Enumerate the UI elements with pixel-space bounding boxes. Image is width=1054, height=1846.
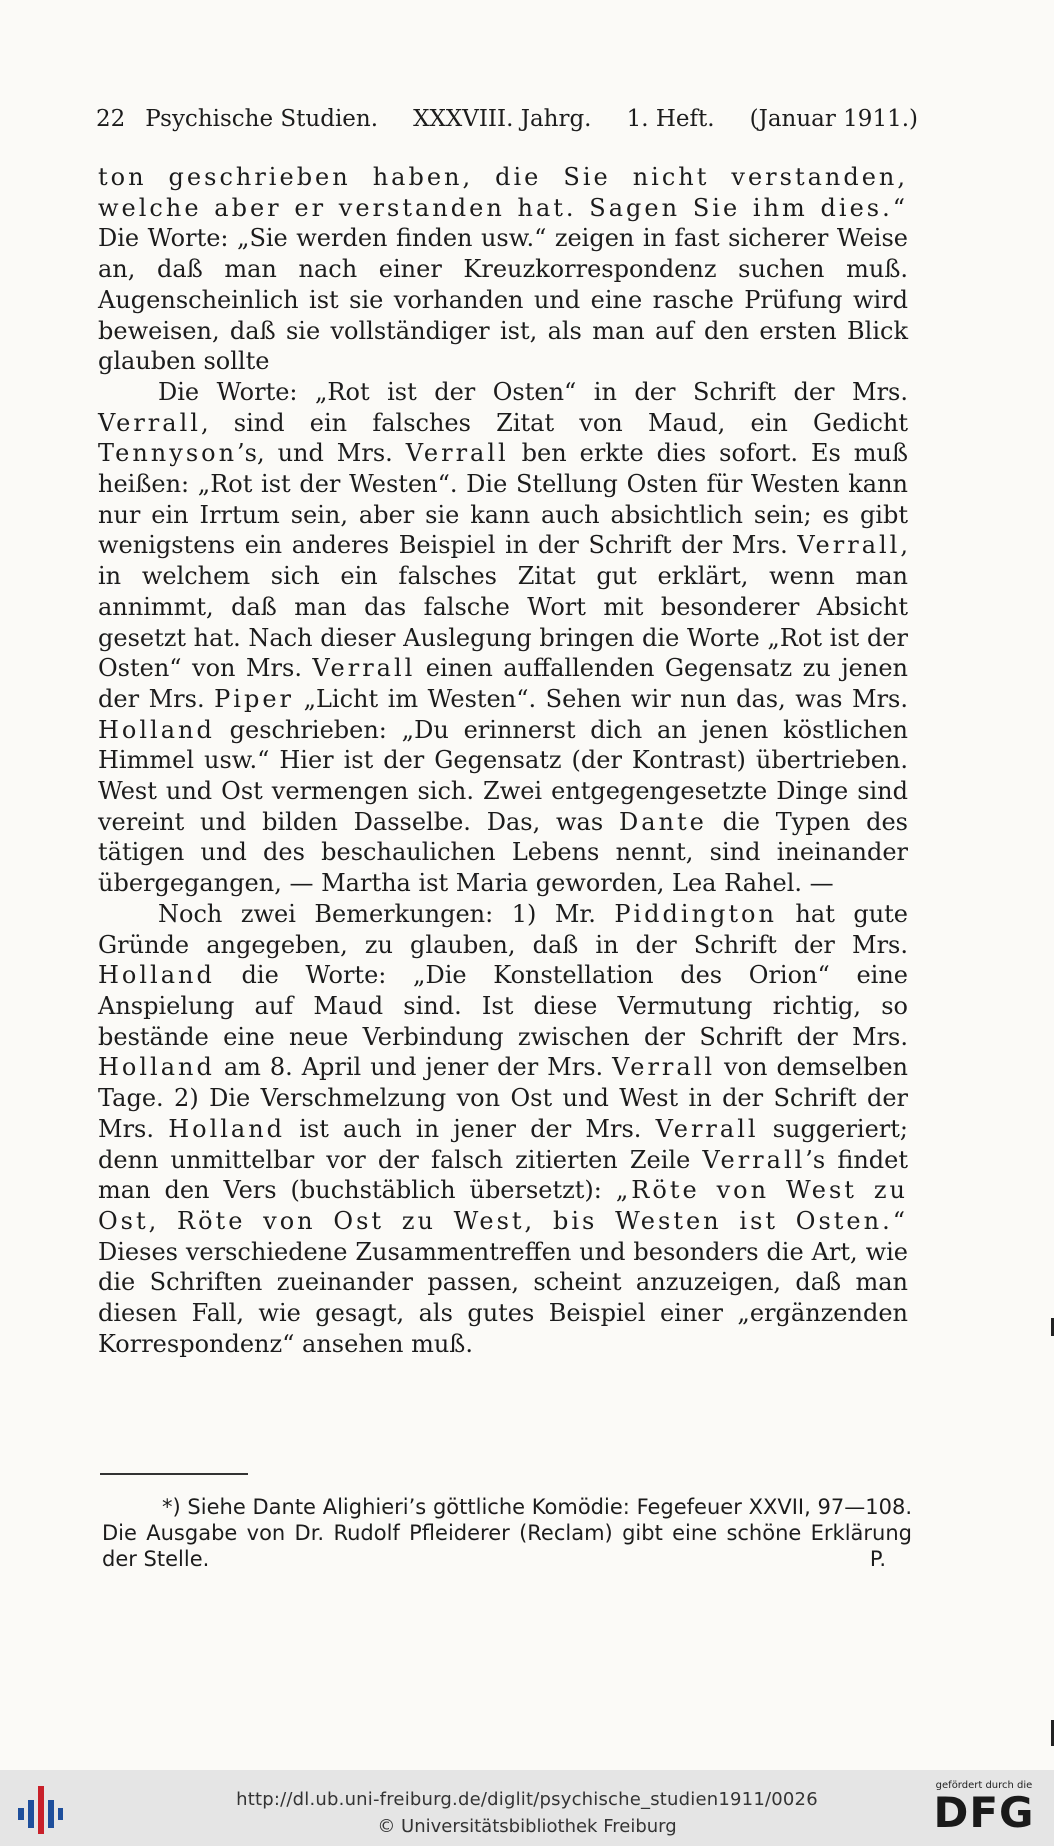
body-text [98,162,908,1359]
copyright-notice: © Universitätsbibliothek Freiburg [377,1816,677,1837]
text-run: „Licht im Westen“. Sehen wir nun das, was Mrs. [294,684,909,713]
text-run: die Typen des tätigen und des beschaulichen Lebens nennt, sind ineinander übergegangen, — Martha ist Maria geworden, Lea Rahel. — [98,807,908,898]
spaced-text: Verrall [98,408,201,437]
paragraph [98,377,908,899]
spaced-text: Holland [98,961,215,990]
text-run: Noch zwei Bemerkungen: 1) Mr. [158,899,615,928]
spaced-text: ton geschrieben haben, die Sie nicht verstanden, welche aber er verstanden hat. Sagen Sie ihm dies.“ [98,163,908,222]
text-run: , in welchem sich ein falsches Zitat gut erklärt, wenn man annimmt, daß man das falsche Wort mit besonderer Absicht gesetzt hat. Nach dieser Auslegung bringen die Worte „Rot ist der Osten“ von Mrs. [98,531,908,683]
spaced-text: „Röte von West zu Ost, Röte von Ost zu West, bis Westen ist Osten.“ [98,1176,908,1235]
text-run: Die Worte: „Sie werden finden usw.“ zeigen in fast sicherer Weise an, daß man nach einer Kreuzkorrespondenz suchen muß. Augenscheinlich ist sie vorhanden und eine rasche Prüfung wird beweisen, daß sie vollständiger ist, als man auf den ersten Blick glauben sollte [98,224,908,376]
volume-label: XXXVIII. Jahrg. [413,106,592,132]
spaced-text: Piddington [614,899,777,928]
page-number: 22 [96,106,126,132]
text-run: die Worte: „Die Konstellation des Orion“ eine Anspielung auf Maud sind. Ist diese Vermutung richtig, so bestände eine neue Verbindung zwischen der Schrift der Mrs. [98,961,908,1051]
dfg-wordmark: DFG [933,1788,1035,1837]
text-run: geschrieben: „Du erinnerst dich an jenen köstlichen Himmel usw.“ Hier ist der Gegensatz (der Kontrast) übertrieben. West und Ost vermengen sich. Zwei entgegengesetzte Dinge sind vereint und bilden Dasselbe. Das, was [98,715,908,836]
issue-label: 1. Heft. [626,106,715,132]
text-run: ben erkte dies sofort. Es muß heißen: „Rot ist der Westen“. Die Stellung Osten für Westen kann nur ein Irrtum sein, aber sie kann auch absichtlich sein; es gibt wenigstens ein anderes Beispiel in der Schrift der Mrs. [98,439,908,560]
text-run: ’s findet man den Vers (buchstäblich übersetzt): [98,1145,908,1205]
text-run: Dieses verschiedene Zusammentreffen und besonders die Art, wie die Schriften zueinander passen, scheint anzuzeigen, daß man diesen Fall, wie gesagt, als gutes Beispiel einer „ergänzenden Korrespondenz“ ansehen muß. [98,1237,908,1358]
spaced-text: Verrall [797,531,901,560]
text-run: , sind ein falsches Zitat von Maud, ein Gedicht [200,408,908,437]
spaced-text: Holland [98,1053,215,1082]
spaced-text: Verrall [405,439,509,468]
spaced-text: Verrall [612,1053,716,1082]
dfg-logo [928,1780,1040,1840]
spaced-text: Verrall [312,654,416,683]
spaced-text: Piper [214,684,295,713]
spaced-text: Dante [619,807,707,836]
journal-title: Psychische Studien. [145,106,379,132]
text-run: ’s, und Mrs. [237,439,406,468]
paragraph [98,899,908,1360]
text-run: suggeriert; denn unmittelbar vor der falsch zitierten Zeile [98,1114,908,1174]
footnote-text: *) Siehe Dante Alighieri’s göttliche Komödie: Fegefeuer XXVII, 97—108. Die Ausgabe von Dr. Rudolf Pfleiderer (Reclam) gibt eine schöne Erklärung der Stelle. [102,1495,912,1571]
text-run: einen auffallenden Gegensatz zu jenen der Mrs. [98,654,908,713]
text-run: hat gute Gründe angegeben, zu glauben, daß in der Schrift der Mrs. [98,899,908,959]
spaced-text: Holland [98,715,215,744]
text-run: ist auch in jener der Mrs. [285,1114,656,1143]
spaced-text: Verrall [702,1145,806,1174]
dfg-caption: gefördert durch die [935,1780,1033,1791]
spaced-text: Holland [168,1114,286,1143]
paragraph [98,162,908,377]
footnote [102,1494,912,1572]
viewer-footer [0,1770,1054,1846]
footnote-rule [100,1473,248,1475]
permalink-url[interactable]: http://dl.ub.uni-freiburg.de/diglit/psychische_studien1911/0026 [236,1789,818,1810]
issue-date: (Januar 1911.) [749,106,918,132]
spaced-text: Verrall [655,1114,759,1143]
text-run: Die Worte: „Rot ist der Osten“ in der Schrift der Mrs. [158,377,908,406]
running-header [96,104,918,134]
footnote-signature: P. [869,1547,886,1571]
spaced-text: Tennyson [98,439,238,468]
text-run: von demselben Tage. 2) Die Verschmelzung von Ost und West in der Schrift der Mrs. [98,1053,908,1143]
text-run: am 8. April und jener der Mrs. [214,1053,613,1082]
